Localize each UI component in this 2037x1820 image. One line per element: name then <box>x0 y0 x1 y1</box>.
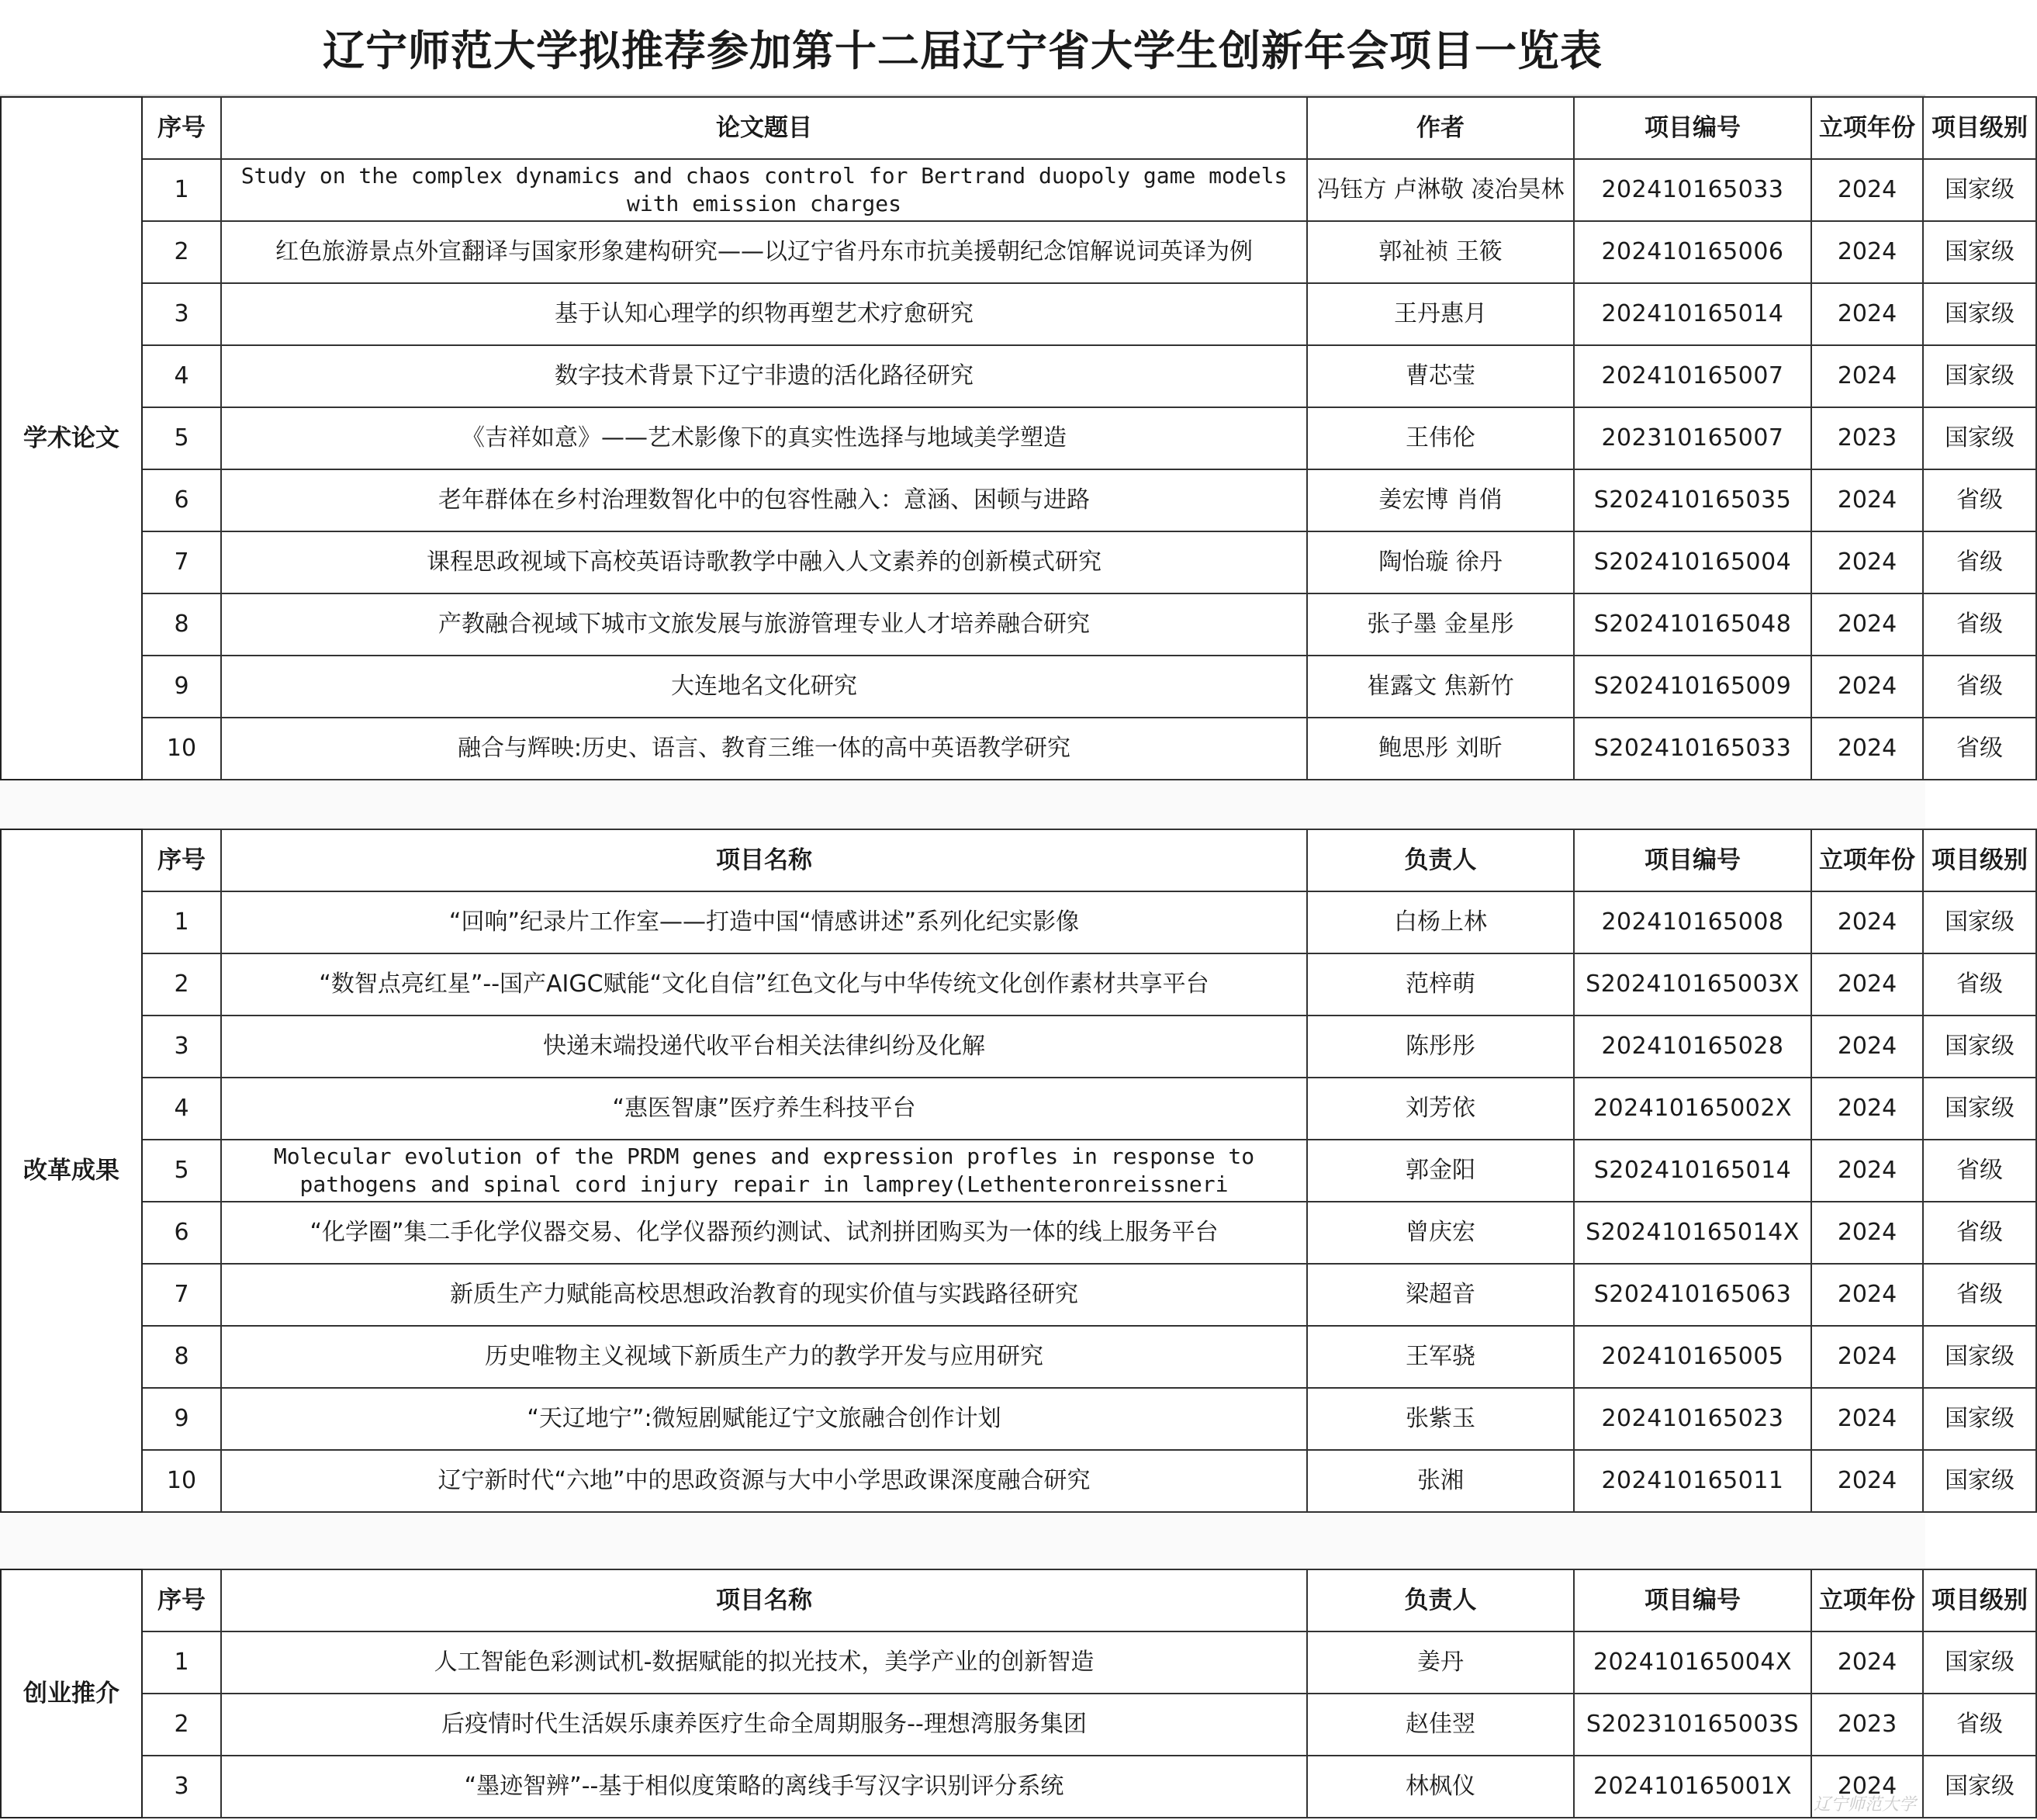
project-code: 202410165023 <box>1574 1388 1811 1450</box>
project-level: 省级 <box>1923 953 2036 1016</box>
header-code: 项目编号 <box>1574 1569 1811 1631</box>
project-person: 郭金阳 <box>1307 1140 1574 1202</box>
watermark: 辽宁师范大学 <box>1813 1795 1916 1815</box>
project-code: S202410165004 <box>1574 531 1811 593</box>
project-code: S202410165035 <box>1574 469 1811 531</box>
project-person: 陶怡璇 徐丹 <box>1307 531 1574 593</box>
row-index: 8 <box>142 1326 221 1388</box>
project-person: 张紫玉 <box>1307 1388 1574 1450</box>
table-row <box>1 1202 2036 1264</box>
project-code: 202410165001X <box>1574 1756 1811 1818</box>
project-title: 产教融合视域下城市文旅发展与旅游管理专业人才培养融合研究 <box>221 593 1307 656</box>
table-row <box>1 283 2036 345</box>
project-code: S202310165003S <box>1574 1694 1811 1756</box>
project-title: 老年群体在乡村治理数智化中的包容性融入：意涵、困顿与进路 <box>221 469 1307 531</box>
row-index: 1 <box>142 159 221 221</box>
project-code: S202410165048 <box>1574 593 1811 656</box>
table-row <box>1 656 2036 718</box>
table-row <box>1 1694 2036 1756</box>
table-row <box>1 407 2036 469</box>
table-header-row <box>1 97 2036 159</box>
project-year: 2024 <box>1811 1140 1923 1202</box>
project-level: 省级 <box>1923 531 2036 593</box>
project-year: 2024 <box>1811 718 1923 780</box>
project-code: S202410165063 <box>1574 1264 1811 1326</box>
section-startup-promotion <box>0 1569 2037 1818</box>
table-header-row <box>1 829 2036 891</box>
row-index: 6 <box>142 1202 221 1264</box>
category-label: 学术论文 <box>1 97 142 780</box>
project-level: 省级 <box>1923 718 2036 780</box>
project-title: 快递末端投递代收平台相关法律纠纷及化解 <box>221 1016 1307 1078</box>
project-code: S202410165014 <box>1574 1140 1811 1202</box>
project-year: 2024 <box>1811 656 1923 718</box>
row-index: 2 <box>142 953 221 1016</box>
project-level: 国家级 <box>1923 1078 2036 1140</box>
project-code: 202410165033 <box>1574 159 1811 221</box>
project-code: 202410165002X <box>1574 1078 1811 1140</box>
row-index: 7 <box>142 531 221 593</box>
project-title: Study on the complex dynamics and chaos control for Bertrand duopoly game models with emission charges <box>221 159 1307 221</box>
project-person: 刘芳依 <box>1307 1078 1574 1140</box>
table-row <box>1 1450 2036 1512</box>
project-person: 姜宏博 肖俏 <box>1307 469 1574 531</box>
header-index: 序号 <box>142 1569 221 1631</box>
header-level: 项目级别 <box>1923 97 2036 159</box>
table-row <box>1 1631 2036 1694</box>
project-code: 202410165014 <box>1574 283 1811 345</box>
project-year: 2024 <box>1811 1326 1923 1388</box>
project-level: 国家级 <box>1923 345 2036 407</box>
row-index: 1 <box>142 1631 221 1694</box>
project-table <box>0 1569 2037 1818</box>
project-code: 202410165005 <box>1574 1326 1811 1388</box>
project-year: 2024 <box>1811 1631 1923 1694</box>
project-year: 2024 <box>1811 283 1923 345</box>
row-index: 3 <box>142 283 221 345</box>
project-title: “回响”纪录片工作室——打造中国“情感讲述”系列化纪实影像 <box>221 891 1307 953</box>
row-index: 8 <box>142 593 221 656</box>
project-year: 2024 <box>1811 891 1923 953</box>
project-level: 省级 <box>1923 1140 2036 1202</box>
header-title: 项目名称 <box>221 1569 1307 1631</box>
table-row <box>1 1016 2036 1078</box>
row-index: 3 <box>142 1016 221 1078</box>
project-title: “墨迹智辨”--基于相似度策略的离线手写汉字识别评分系统 <box>221 1756 1307 1818</box>
project-person: 林枫仪 <box>1307 1756 1574 1818</box>
project-person: 崔露文 焦新竹 <box>1307 656 1574 718</box>
row-index: 3 <box>142 1756 221 1818</box>
row-index: 2 <box>142 221 221 283</box>
project-year: 2023 <box>1811 1694 1923 1756</box>
table-row <box>1 345 2036 407</box>
project-code: 202410165004X <box>1574 1631 1811 1694</box>
project-title: 新质生产力赋能高校思想政治教育的现实价值与实践路径研究 <box>221 1264 1307 1326</box>
table-row <box>1 531 2036 593</box>
project-person: 郭祉祯 王筱 <box>1307 221 1574 283</box>
project-year: 2024 <box>1811 1388 1923 1450</box>
project-year: 2024 <box>1811 1202 1923 1264</box>
project-code: 202310165007 <box>1574 407 1811 469</box>
project-title: 红色旅游景点外宣翻译与国家形象建构研究——以辽宁省丹东市抗美援朝纪念馆解说词英译为例 <box>221 221 1307 283</box>
table-row <box>1 159 2036 221</box>
header-title: 论文题目 <box>221 97 1307 159</box>
project-level: 省级 <box>1923 656 2036 718</box>
table-header-row <box>1 1569 2036 1631</box>
table-row <box>1 1756 2036 1818</box>
project-code: 202410165007 <box>1574 345 1811 407</box>
row-index: 4 <box>142 1078 221 1140</box>
project-year: 2023 <box>1811 407 1923 469</box>
project-table <box>0 96 2037 780</box>
table-row <box>1 718 2036 780</box>
project-person: 白杨上林 <box>1307 891 1574 953</box>
row-index: 5 <box>142 1140 221 1202</box>
project-code: 202410165011 <box>1574 1450 1811 1512</box>
project-title: 辽宁新时代“六地”中的思政资源与大中小学思政课深度融合研究 <box>221 1450 1307 1512</box>
project-code: S202410165014X <box>1574 1202 1811 1264</box>
project-table <box>0 829 2037 1513</box>
project-person: 姜丹 <box>1307 1631 1574 1694</box>
project-person: 张子墨 金星彤 <box>1307 593 1574 656</box>
table-row <box>1 221 2036 283</box>
project-year: 2024 <box>1811 345 1923 407</box>
row-index: 1 <box>142 891 221 953</box>
table-row <box>1 953 2036 1016</box>
header-person: 负责人 <box>1307 1569 1574 1631</box>
table-row <box>1 1388 2036 1450</box>
project-title: 融合与辉映:历史、语言、教育三维一体的高中英语教学研究 <box>221 718 1307 780</box>
section-reform-achievements <box>0 829 2037 1513</box>
project-code: 202410165028 <box>1574 1016 1811 1078</box>
project-level: 国家级 <box>1923 1326 2036 1388</box>
header-code: 项目编号 <box>1574 829 1811 891</box>
project-level: 国家级 <box>1923 1450 2036 1512</box>
table-row <box>1 469 2036 531</box>
header-index: 序号 <box>142 97 221 159</box>
project-year: 2024 <box>1811 531 1923 593</box>
project-person: 王丹惠月 <box>1307 283 1574 345</box>
project-person: 范梓萌 <box>1307 953 1574 1016</box>
header-year: 立项年份 <box>1811 829 1923 891</box>
project-title: 数字技术背景下辽宁非遗的活化路径研究 <box>221 345 1307 407</box>
project-title: “天辽地宁”:微短剧赋能辽宁文旅融合创作计划 <box>221 1388 1307 1450</box>
project-title: 大连地名文化研究 <box>221 656 1307 718</box>
page-title: 辽宁师范大学拟推荐参加第十二届辽宁省大学生创新年会项目一览表 <box>0 0 1925 96</box>
category-label: 创业推介 <box>1 1569 142 1818</box>
project-person: 曹芯莹 <box>1307 345 1574 407</box>
table-row <box>1 593 2036 656</box>
header-person: 负责人 <box>1307 829 1574 891</box>
row-index: 9 <box>142 656 221 718</box>
project-code: 202410165006 <box>1574 221 1811 283</box>
project-level: 省级 <box>1923 1264 2036 1326</box>
project-year: 2024 <box>1811 1450 1923 1512</box>
project-year: 2024 <box>1811 1078 1923 1140</box>
project-level: 国家级 <box>1923 407 2036 469</box>
project-level: 国家级 <box>1923 1756 2036 1818</box>
project-level: 省级 <box>1923 593 2036 656</box>
section-gap <box>0 1513 1925 1570</box>
row-index: 6 <box>142 469 221 531</box>
project-level: 国家级 <box>1923 1631 2036 1694</box>
section-academic-papers <box>0 96 2037 780</box>
header-title: 项目名称 <box>221 829 1307 891</box>
header-index: 序号 <box>142 829 221 891</box>
project-person: 梁超音 <box>1307 1264 1574 1326</box>
row-index: 5 <box>142 407 221 469</box>
table-row <box>1 1326 2036 1388</box>
project-code: S202410165009 <box>1574 656 1811 718</box>
project-level: 国家级 <box>1923 283 2036 345</box>
header-year: 立项年份 <box>1811 1569 1923 1631</box>
project-level: 省级 <box>1923 1694 2036 1756</box>
project-level: 国家级 <box>1923 891 2036 953</box>
project-person: 曾庆宏 <box>1307 1202 1574 1264</box>
section-gap <box>0 779 1925 830</box>
project-code: S202410165003X <box>1574 953 1811 1016</box>
project-person: 王军骁 <box>1307 1326 1574 1388</box>
project-title: 课程思政视域下高校英语诗歌教学中融入人文素养的创新模式研究 <box>221 531 1307 593</box>
project-title: Molecular evolution of the PRDM genes and expression profles in response to pathogens and spinal cord injury repair in lamprey(Lethenteronreissneri <box>221 1140 1307 1202</box>
table-row <box>1 1078 2036 1140</box>
project-level: 省级 <box>1923 469 2036 531</box>
project-level: 国家级 <box>1923 159 2036 221</box>
project-year: 2024 <box>1811 953 1923 1016</box>
project-year: 2024 <box>1811 469 1923 531</box>
project-title: “数智点亮红星”--国产AIGC赋能“文化自信”红色文化与中华传统文化创作素材共享平台 <box>221 953 1307 1016</box>
table-row <box>1 1264 2036 1326</box>
project-person: 鲍思彤 刘昕 <box>1307 718 1574 780</box>
project-level: 国家级 <box>1923 1388 2036 1450</box>
header-level: 项目级别 <box>1923 829 2036 891</box>
project-person: 张湘 <box>1307 1450 1574 1512</box>
row-index: 2 <box>142 1694 221 1756</box>
row-index: 7 <box>142 1264 221 1326</box>
project-year: 2024 <box>1811 221 1923 283</box>
project-title: 人工智能色彩测试机-数据赋能的拟光技术，美学产业的创新智造 <box>221 1631 1307 1694</box>
project-year: 2024 <box>1811 1016 1923 1078</box>
project-person: 陈彤彤 <box>1307 1016 1574 1078</box>
project-title: “惠医智康”医疗养生科技平台 <box>221 1078 1307 1140</box>
project-person: 赵佳翌 <box>1307 1694 1574 1756</box>
category-label: 改革成果 <box>1 829 142 1512</box>
project-year: 2024 <box>1811 593 1923 656</box>
project-person: 冯钰方 卢淋敬 凌冶昊林 <box>1307 159 1574 221</box>
project-level: 省级 <box>1923 1202 2036 1264</box>
project-year: 2024 <box>1811 1756 1923 1818</box>
project-code: S202410165033 <box>1574 718 1811 780</box>
header-year: 立项年份 <box>1811 97 1923 159</box>
row-index: 4 <box>142 345 221 407</box>
header-code: 项目编号 <box>1574 97 1811 159</box>
row-index: 10 <box>142 1450 221 1512</box>
row-index: 9 <box>142 1388 221 1450</box>
project-person: 王伟伦 <box>1307 407 1574 469</box>
project-title: “化学圈”集二手化学仪器交易、化学仪器预约测试、试剂拼团购买为一体的线上服务平台 <box>221 1202 1307 1264</box>
project-title: 基于认知心理学的织物再塑艺术疗愈研究 <box>221 283 1307 345</box>
project-title: 后疫情时代生活娱乐康养医疗生命全周期服务--理想湾服务集团 <box>221 1694 1307 1756</box>
project-year: 2024 <box>1811 159 1923 221</box>
header-level: 项目级别 <box>1923 1569 2036 1631</box>
row-index: 10 <box>142 718 221 780</box>
project-level: 国家级 <box>1923 221 2036 283</box>
project-year: 2024 <box>1811 1264 1923 1326</box>
table-row <box>1 1140 2036 1202</box>
project-title: 历史唯物主义视域下新质生产力的教学开发与应用研究 <box>221 1326 1307 1388</box>
header-person: 作者 <box>1307 97 1574 159</box>
project-level: 国家级 <box>1923 1016 2036 1078</box>
project-title: 《吉祥如意》——艺术影像下的真实性选择与地域美学塑造 <box>221 407 1307 469</box>
table-row <box>1 891 2036 953</box>
project-code: 202410165008 <box>1574 891 1811 953</box>
